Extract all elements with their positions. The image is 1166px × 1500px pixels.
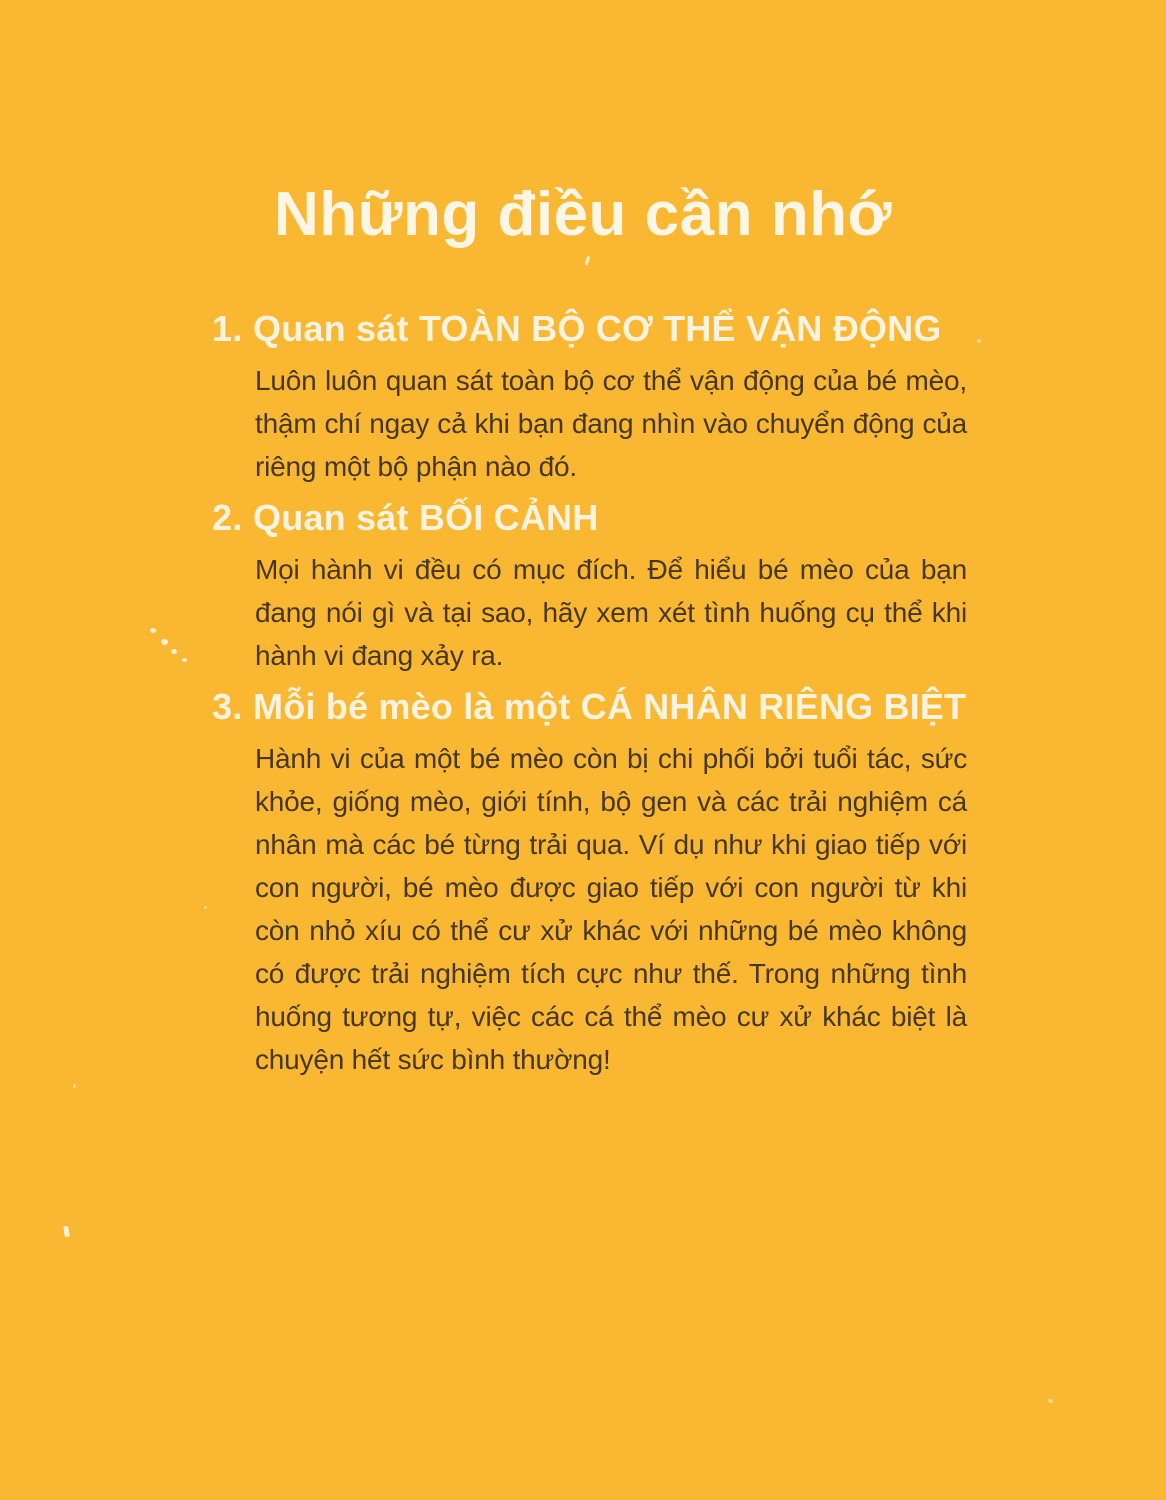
page-title: Những điều cần nhớ	[273, 180, 893, 249]
section-individual	[0, 685, 1166, 1081]
texture-speck	[204, 906, 207, 909]
texture-speck	[150, 628, 156, 633]
section-3-number: 3.	[212, 686, 243, 728]
section-2-body: Mọi hành vi đều có mục đích. Để hiểu bé mèo của bạn đang nói gì và tại sao, hãy xem xét tình huống cụ thể khi hành vi đang xảy ra.	[255, 554, 967, 672]
texture-speck	[73, 1084, 76, 1088]
section-1-body: Luôn luôn quan sát toàn bộ cơ thể vận động của bé mèo, thậm chí ngay cả khi bạn đang nhìn vào chuyển động của riêng một bộ phận nào đó.	[255, 365, 967, 483]
section-1-heading	[212, 307, 1166, 351]
section-1-number: 1.	[212, 308, 243, 350]
section-whole-body	[0, 307, 1166, 488]
texture-speck	[161, 639, 168, 645]
section-3-body: Hành vi của một bé mèo còn bị chi phối bởi tuổi tác, sức khỏe, giống mèo, giới tính, bộ gen và các trải nghiệm cá nhân mà các bé từng trải qua. Ví dụ như khi giao tiếp với con người, bé mèo được giao tiếp với con người từ khi còn nhỏ xíu có thể cư xử khác với những bé mèo không có được trải nghiệm tích cực như thế. Trong những tình huống tương tự, việc các cá thể mèo cư xử khác biệt là chuyện hết sức bình thường!	[255, 743, 967, 1076]
section-2-heading	[212, 496, 1166, 540]
section-1-heading-text: Quan sát TOÀN BỘ CƠ THỂ VẬN ĐỘNG	[253, 308, 942, 350]
texture-speck	[1048, 1399, 1053, 1403]
texture-speck	[182, 658, 187, 662]
section-3-heading	[212, 685, 1166, 729]
section-3-heading-text: Mỗi bé mèo là một CÁ NHÂN RIÊNG BIỆT	[253, 686, 967, 728]
texture-speck	[63, 1226, 69, 1238]
section-2-number: 2.	[212, 497, 243, 539]
texture-speck	[171, 649, 177, 654]
texture-speck	[977, 339, 981, 343]
section-2-heading-text: Quan sát BỐI CẢNH	[253, 497, 599, 539]
texture-speck	[585, 256, 591, 265]
